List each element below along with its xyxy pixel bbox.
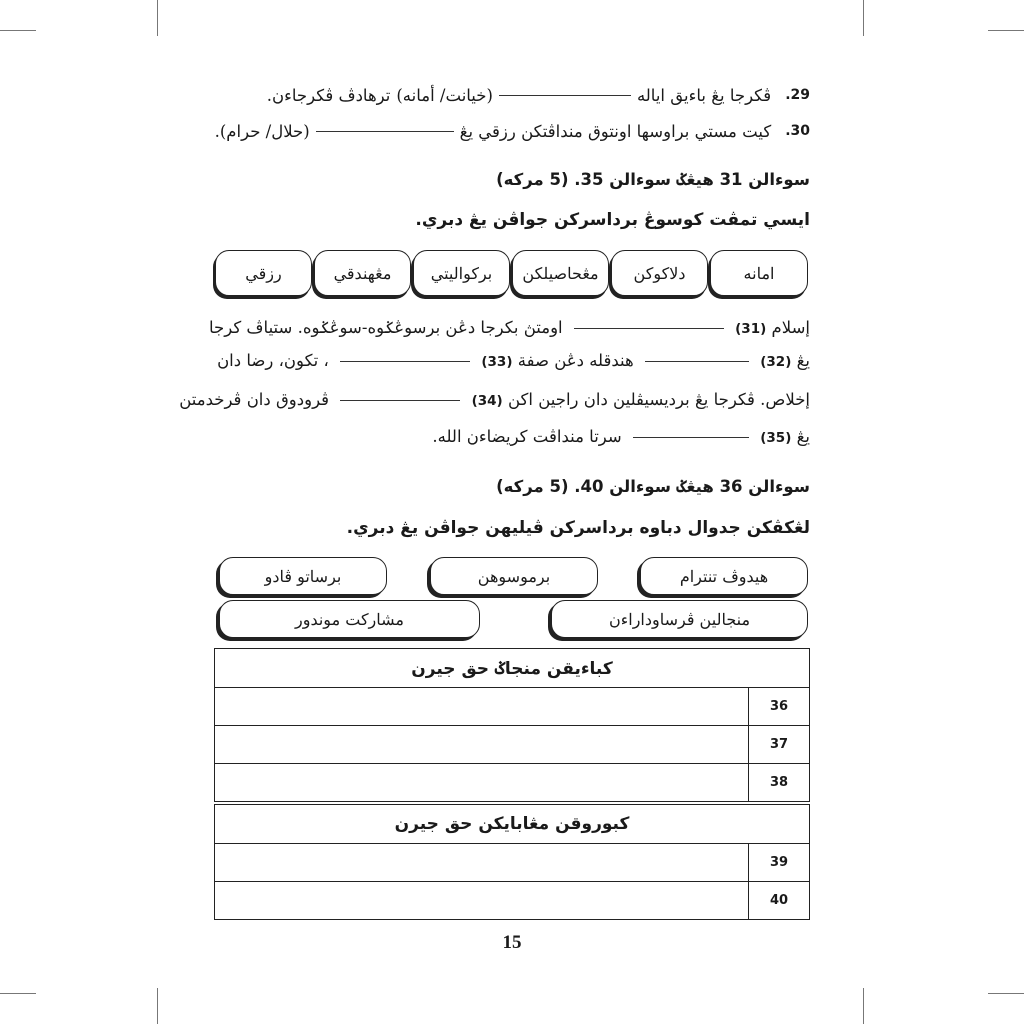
paragraph-line-4 (213, 421, 810, 451)
answer-blank-31[interactable] (574, 327, 724, 329)
answer-table-1 (214, 648, 810, 802)
crop-mark (157, 0, 158, 36)
section-instruction-31-35: ايسي تمڤت كوسوڠ برداسركن جواڤن يڠ دبري. (415, 210, 810, 230)
paragraph-text: إخلاص. ڤكرجا يڠ برديسيڤلين دان راجين اكن (507, 389, 810, 409)
paragraph-text: إسلام (771, 317, 810, 337)
table-row (215, 688, 810, 726)
answer-blank-34[interactable] (340, 399, 460, 401)
word-option: منجالين ڤرساوداراءن (551, 600, 808, 638)
word-option: امانه (710, 250, 808, 296)
paragraph-text: سرتا منداڤت كريضاءن الله. (432, 426, 622, 446)
table-header: كبوروقن مڠابايكن حق جيرن (215, 805, 810, 844)
answer-blank[interactable] (499, 94, 631, 96)
section-heading-36-40: سوءالن 36 هيڠݢ سوءالن 40. (5 مركه) (496, 477, 810, 496)
word-option: هيدوڤ تنترام (640, 557, 808, 595)
question-options: (خيانت/ أمانه) (396, 85, 493, 105)
crop-mark (0, 993, 36, 994)
table-row (215, 764, 810, 802)
table-row (215, 726, 810, 764)
question-number: .30 (785, 123, 810, 139)
answer-table-2 (214, 804, 810, 920)
paragraph-line-2 (213, 345, 810, 375)
row-number: 38 (749, 764, 810, 802)
paragraph-line-3 (179, 384, 810, 414)
paragraph-line-1 (209, 312, 810, 342)
section-heading-31-35: سوءالن 31 هيڠݢ سوءالن 35. (5 مركه) (496, 170, 810, 189)
answer-blank-33[interactable] (340, 360, 470, 362)
table-row (215, 882, 810, 920)
blank-number-33: (33) (481, 353, 513, 370)
crop-mark (863, 0, 864, 36)
row-number: 36 (749, 688, 810, 726)
word-bank-1 (213, 250, 810, 297)
blank-number-35: (35) (760, 429, 792, 446)
word-option: مشاركت موندور (219, 600, 480, 638)
word-option: برموسوهن (430, 557, 598, 595)
crop-mark (0, 30, 36, 31)
paragraph-text: يڠ (796, 426, 810, 446)
answer-cell-40[interactable] (215, 882, 749, 920)
question-number: .29 (785, 87, 810, 103)
blank-number-32: (32) (760, 353, 792, 370)
crop-mark (157, 988, 158, 1024)
paragraph-text: ، تكون، رضا دان (217, 350, 329, 370)
word-option: مڠحاصيلكن (512, 250, 609, 296)
blank-number-34: (34) (471, 392, 503, 409)
question-30 (210, 116, 810, 146)
paragraph-text: ڤرودوق دان ڤرخدمتن (179, 389, 330, 409)
section-instruction-36-40: لڠكڤكن جدوال دباوه برداسركن ڤيليهن جواڤن يڠ دبري. (346, 518, 810, 538)
word-option: مڠهندقي (314, 250, 411, 296)
answer-cell-36[interactable] (215, 688, 749, 726)
answer-blank-35[interactable] (633, 436, 749, 438)
word-option: برساتو ڤادو (219, 557, 387, 595)
row-number: 40 (749, 882, 810, 920)
row-number: 37 (749, 726, 810, 764)
question-options: (حلال/ حرام). (214, 121, 310, 141)
question-29 (210, 80, 810, 110)
answer-cell-37[interactable] (215, 726, 749, 764)
table-row (215, 844, 810, 882)
crop-mark (863, 988, 864, 1024)
page-number: 15 (502, 932, 522, 953)
blank-number-31: (31) (735, 320, 767, 337)
answer-cell-39[interactable] (215, 844, 749, 882)
crop-mark (988, 993, 1024, 994)
question-text: ڤكرجا يڠ باءيق اياله (636, 85, 772, 105)
word-option: دلاكوكن (611, 250, 708, 296)
answer-blank[interactable] (316, 130, 454, 132)
paragraph-text: هندقله دڠن صفة (517, 350, 634, 370)
crop-mark (988, 30, 1024, 31)
answer-cell-38[interactable] (215, 764, 749, 802)
question-text: ترهادڤ ڤكرجاءن. (266, 85, 391, 105)
question-text: كيت مستي براوسها اونتوق منداڤتكن رزقي يڠ (459, 121, 772, 141)
word-option: بركواليتي (413, 250, 510, 296)
word-option: رزقي (215, 250, 312, 296)
table-header: كباءيقن منجاݢ حق جيرن (215, 649, 810, 688)
answer-blank-32[interactable] (645, 360, 749, 362)
paragraph-text: يڠ (796, 350, 810, 370)
row-number: 39 (749, 844, 810, 882)
paragraph-text: اومتڽ بكرجا دڠن برسوڠݢوه-سوڠݢوه. ستياڤ كرجا (209, 317, 563, 337)
